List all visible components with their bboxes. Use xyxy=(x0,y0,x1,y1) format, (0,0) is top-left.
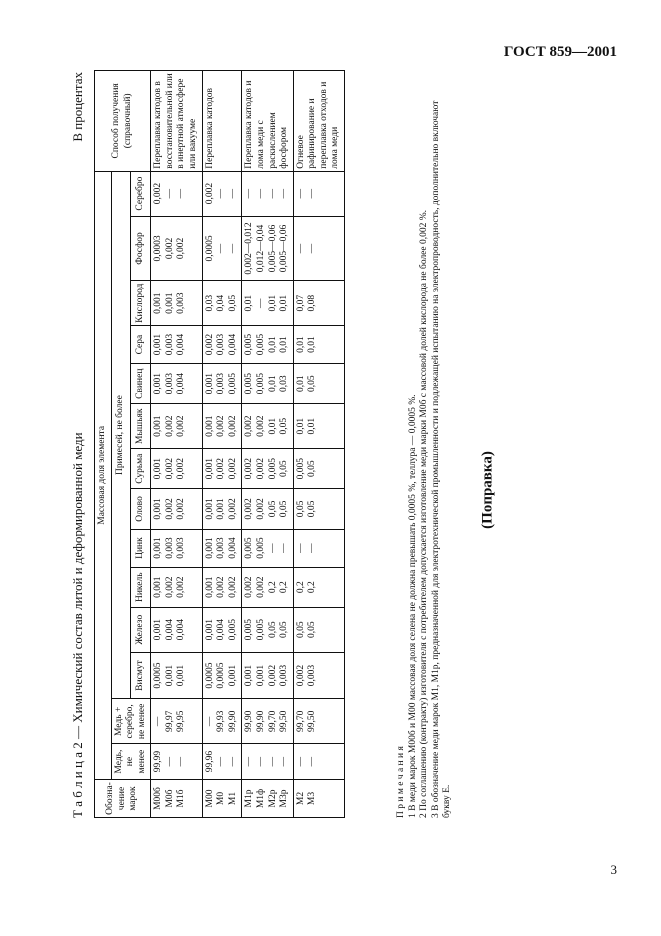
impurity-cell: 0,03 0,04 0,05 xyxy=(202,281,242,326)
copper-silver-cell: — 99,93 99,90 xyxy=(202,699,242,744)
impurity-cell: 0,005 0,005 0,01 0,01 xyxy=(242,326,293,364)
impurity-cell: 0,002 0,002 0,2 0,2 xyxy=(242,567,293,607)
table-body xyxy=(151,71,345,818)
impurity-cell: 0,001 0,001 0,002 0,003 xyxy=(242,652,293,699)
impurity-cell: — — xyxy=(293,216,344,281)
header-element: Сурьма xyxy=(131,449,151,489)
impurity-cell: 0,005 0,005 0,05 0,05 xyxy=(242,607,293,652)
copper-silver-cell: — 99,97 99,95 xyxy=(151,699,202,744)
rotated-table-block xyxy=(70,66,478,826)
impurity-cell: 0,01 0,01 xyxy=(293,326,344,364)
header-impurities: Примесей, не более xyxy=(111,171,131,699)
header-element: Олово xyxy=(131,489,151,529)
impurity-cell: 0,001 0,002 0,002 xyxy=(151,449,202,489)
copper-cell: — — xyxy=(293,744,344,780)
impurity-cell: 0,005 0,005 — — xyxy=(242,529,293,567)
impurity-cell: 0,002 — — xyxy=(202,171,242,216)
table-notes xyxy=(396,78,454,818)
method-cell: Переплавка катодов xyxy=(202,71,242,172)
correction-mark: (Поправка) xyxy=(479,451,496,529)
note-item: 1 В меди марок М00б и М00 массовая доля селена не должна превышать 0,0005 %, теллура — 0,0005 %. xyxy=(407,394,418,818)
header-element: Кислород xyxy=(131,281,151,326)
impurity-cell: 0,0005 0,001 0,001 xyxy=(151,652,202,699)
impurity-cell: 0,001 0,003 0,004 xyxy=(202,529,242,567)
grade-cell: М1р М1ф М2р М3р xyxy=(242,779,293,817)
header-mass-fraction: Массовая доля элемента xyxy=(95,171,112,779)
impurity-cell: 0,001 0,002 0,002 xyxy=(151,404,202,449)
header-element: Мышьяк xyxy=(131,404,151,449)
impurity-cell: 0,01 0,05 xyxy=(293,364,344,404)
impurity-cell: 0,002 0,003 xyxy=(293,652,344,699)
impurity-cell: 0,002 0,002 0,01 0,05 xyxy=(242,404,293,449)
header-element: Висмут xyxy=(131,652,151,699)
impurity-cell: 0,001 0,002 0,002 xyxy=(202,449,242,489)
notes-heading: П р и м е ч а н и я xyxy=(396,746,406,818)
copper-cell: 99,99 — — xyxy=(151,744,202,780)
impurity-cell: 0,001 0,003 0,003 xyxy=(151,529,202,567)
header-element: Железо xyxy=(131,607,151,652)
impurity-cell: 0,001 0,004 0,005 xyxy=(202,607,242,652)
impurity-cell: 0,001 0,003 0,004 xyxy=(151,364,202,404)
impurity-cell: 0,002 0,002 0,005 0,05 xyxy=(242,449,293,489)
table-row xyxy=(293,71,344,818)
copper-cell: 99,96 — — xyxy=(202,744,242,780)
table-unit: В процентах xyxy=(70,72,85,142)
header-copper: Медь, не менее xyxy=(111,744,151,780)
header-element: Фосфор xyxy=(131,216,151,281)
header-element: Серебро xyxy=(131,171,151,216)
grade-cell: М2 М3 xyxy=(293,779,344,817)
table-row xyxy=(202,71,242,818)
page-number: 3 xyxy=(610,862,617,877)
header-element: Сера xyxy=(131,326,151,364)
impurity-cell: — — — — xyxy=(242,171,293,216)
impurity-cell: 0,0003 0,002 0,002 xyxy=(151,216,202,281)
header-element: Цинк xyxy=(131,529,151,567)
impurity-cell: 0,002 0,003 0,004 xyxy=(202,326,242,364)
copper-silver-cell: 99,90 99,90 99,70 99,50 xyxy=(242,699,293,744)
impurity-cell: 0,07 0,08 xyxy=(293,281,344,326)
impurity-cell: 0,05 0,05 xyxy=(293,607,344,652)
impurity-cell: 0,001 0,001 0,003 xyxy=(151,281,202,326)
method-cell: Огневое рафинирование и переплавка отходов и лома меди xyxy=(293,71,344,172)
copper-cell: — — — — xyxy=(242,744,293,780)
header-grade: Обозна- чение марок xyxy=(95,779,151,817)
impurity-cell: — — xyxy=(293,171,344,216)
impurity-cell: 0,0005 0,0005 0,001 xyxy=(202,652,242,699)
note-item: 3 В обозначение меди марок М1, М1р, предназначенной для электротехнической промышленности и подлежащей испытанию на электропроводность, дополнительно включают букву Е. xyxy=(430,100,453,818)
impurity-cell: 0,002 — — xyxy=(151,171,202,216)
header-element: Никель xyxy=(131,567,151,607)
grade-cell: М00б М0б М1б xyxy=(151,779,202,817)
impurity-cell: 0,002 0,002 0,05 0,05 xyxy=(242,489,293,529)
header-element: Свинец xyxy=(131,364,151,404)
table-row xyxy=(242,71,293,818)
method-cell: Переплавка катодов в восстановительной или в инертной атмосфере или вакууме xyxy=(151,71,202,172)
copper-silver-cell: 99,70 99,50 xyxy=(293,699,344,744)
impurity-cell: 0,01 0,01 xyxy=(293,404,344,449)
note-item: 2 По соглашению (контракту) изготовителя с потребителем допускается изготовление меди марки М0б с массовой долей кислорода не более 0,002 %. xyxy=(419,209,430,818)
impurity-cell: 0,001 0,004 0,004 xyxy=(151,607,202,652)
impurity-cell: 0,001 0,002 0,002 xyxy=(202,567,242,607)
impurity-cell: 0,0005 — — xyxy=(202,216,242,281)
table-row xyxy=(151,71,202,818)
impurity-cell: 0,001 0,001 0,002 xyxy=(202,489,242,529)
impurity-cell: 0,002—0,012 0,012—0,04 0,005—0,06 0,005—0,06 xyxy=(242,216,293,281)
header-method: Способ получения (справочный) xyxy=(95,71,151,172)
impurity-cell: 0,001 0,003 0,004 xyxy=(151,326,202,364)
grade-cell: М00 М0 М1 xyxy=(202,779,242,817)
method-cell: Переплавка катодов и лома меди с раскислением фосфором xyxy=(242,71,293,172)
impurity-cell: 0,01 — 0,01 0,01 xyxy=(242,281,293,326)
composition-table xyxy=(94,70,345,818)
standard-number: ГОСТ 859—2001 xyxy=(503,44,617,60)
impurity-cell: 0,001 0,003 0,005 xyxy=(202,364,242,404)
table-caption: Т а б л и ц а 2 — Химический состав литой и деформированной меди xyxy=(70,432,85,818)
impurity-cell: 0,001 0,002 0,002 xyxy=(202,404,242,449)
impurity-cell: 0,005 0,005 0,01 0,03 xyxy=(242,364,293,404)
impurity-cell: 0,2 0,2 xyxy=(293,567,344,607)
impurity-cell: — — xyxy=(293,529,344,567)
impurity-cell: 0,001 0,002 0,002 xyxy=(151,567,202,607)
impurity-cell: 0,05 0,05 xyxy=(293,489,344,529)
impurity-cell: 0,005 0,05 xyxy=(293,449,344,489)
header-copper-silver: Медь + серебро, не менее xyxy=(111,699,151,744)
impurity-cell: 0,001 0,002 0,002 xyxy=(151,489,202,529)
